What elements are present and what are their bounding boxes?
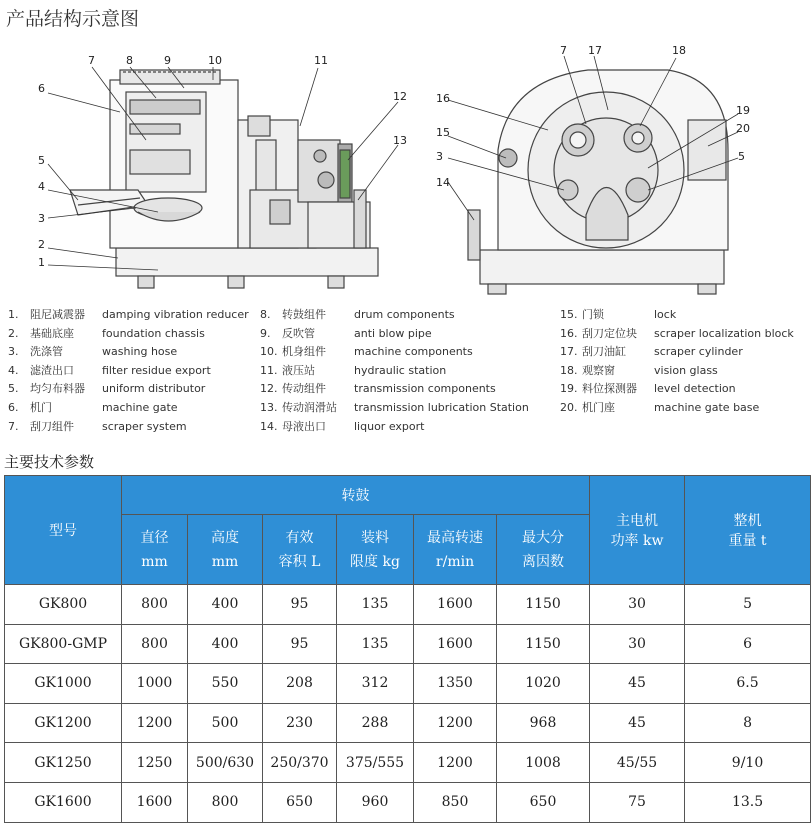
table-cell: 9/10 <box>685 743 811 783</box>
callout-12: 12 <box>393 90 407 103</box>
table-cell: GK800-GMP <box>5 624 122 664</box>
callout-6: 6 <box>38 82 45 95</box>
callout-11: 11 <box>314 54 328 67</box>
header-speed: 最高转速 r/min <box>414 515 497 585</box>
table-title: 主要技术参数 <box>4 453 95 471</box>
table-cell: 1600 <box>414 624 497 664</box>
table-cell: 1150 <box>497 585 590 625</box>
table-cell: 400 <box>188 624 263 664</box>
spec-table <box>4 475 811 823</box>
table-cell: 1020 <box>497 664 590 704</box>
table-cell: 1008 <box>497 743 590 783</box>
legend-item: 14. 母液出口 liquor export <box>260 419 425 433</box>
table-cell: 1200 <box>414 743 497 783</box>
table-cell: 95 <box>263 585 337 625</box>
table-cell: 1200 <box>122 703 188 743</box>
table-cell: 6 <box>685 624 811 664</box>
table-row <box>5 664 811 704</box>
legend-item: 5. 均匀布料器 uniform distributor <box>8 382 206 396</box>
callout-18: 18 <box>672 44 686 57</box>
legend-item: 18. 观察窗 vision glass <box>560 363 718 377</box>
callout-8: 8 <box>126 54 133 67</box>
table-cell: 650 <box>497 782 590 822</box>
callout-1: 1 <box>38 256 45 269</box>
legend-item: 9. 反吹管 anti blow pipe <box>260 326 432 340</box>
table-cell: 800 <box>122 585 188 625</box>
callout-14: 14 <box>436 176 450 189</box>
table-cell: 1200 <box>414 703 497 743</box>
legend-item: 2. 基础底座 foundation chassis <box>8 326 205 340</box>
table-cell: 800 <box>188 782 263 822</box>
section-title: 产品结构示意图 <box>6 8 140 30</box>
legend-item: 8. 转鼓组件 drum components <box>260 308 455 321</box>
table-cell: 13.5 <box>685 782 811 822</box>
table-row <box>5 585 811 625</box>
legend-item: 16. 刮刀定位块 scraper localization block <box>560 326 794 340</box>
table-cell: 288 <box>337 703 414 743</box>
legend-item: 1. 阻尼减震器 damping vibration reducer <box>8 308 249 321</box>
table-cell: GK1600 <box>5 782 122 822</box>
table-cell: 375/555 <box>337 743 414 783</box>
table-cell: GK1250 <box>5 743 122 783</box>
table-cell: 1000 <box>122 664 188 704</box>
table-cell: 400 <box>188 585 263 625</box>
table-cell: 312 <box>337 664 414 704</box>
legend-item: 12. 传动组件 transmission components <box>260 382 496 396</box>
header-motor: 主电机 功率 kw <box>590 476 685 585</box>
callout-4: 4 <box>38 180 45 193</box>
callout-13: 13 <box>393 134 407 147</box>
legend-item: 4. 滤渣出口 filter residue export <box>8 363 211 377</box>
callout-3: 3 <box>38 212 45 225</box>
callout-10: 10 <box>208 54 222 67</box>
callout-5-right: 5 <box>738 150 745 163</box>
table-cell: 850 <box>414 782 497 822</box>
table-cell: 968 <box>497 703 590 743</box>
callout-15: 15 <box>436 126 450 139</box>
callout-9: 9 <box>164 54 171 67</box>
table-cell: 1250 <box>122 743 188 783</box>
table-cell: 1600 <box>122 782 188 822</box>
header-diameter: 直径 mm <box>122 515 188 585</box>
table-cell: 95 <box>263 624 337 664</box>
table-cell: 135 <box>337 585 414 625</box>
table-cell: 1600 <box>414 585 497 625</box>
table-cell: 208 <box>263 664 337 704</box>
header-factor: 最大分 离因数 <box>497 515 590 585</box>
legend-col-2 <box>260 306 529 436</box>
table-cell: GK1200 <box>5 703 122 743</box>
callout-17: 17 <box>588 44 602 57</box>
table-cell: 45 <box>590 664 685 704</box>
callout-2: 2 <box>38 238 45 251</box>
table-cell: 8 <box>685 703 811 743</box>
legend-item: 17. 刮刀油缸 scraper cylinder <box>560 345 743 359</box>
header-model: 型号 <box>5 476 122 585</box>
table-cell: 230 <box>263 703 337 743</box>
legend-item: 19. 料位探测器 level detection <box>560 382 736 396</box>
table-row <box>5 743 811 783</box>
table-row <box>5 703 811 743</box>
table-cell: 6.5 <box>685 664 811 704</box>
legend-item: 20. 机门座 machine gate base <box>560 400 760 414</box>
table-cell: 1350 <box>414 664 497 704</box>
legend-item: 11. 液压站 hydraulic station <box>260 363 447 377</box>
structure-diagram <box>8 40 808 302</box>
table-cell: GK1000 <box>5 664 122 704</box>
legend-col-3 <box>560 306 794 418</box>
legend-item: 13. 传动润滑站 transmission lubrication Station <box>260 400 529 414</box>
callout-16: 16 <box>436 92 450 105</box>
table-cell: 800 <box>122 624 188 664</box>
callout-19: 19 <box>736 104 750 117</box>
table-cell: 500 <box>188 703 263 743</box>
legend-item: 7. 刮刀组件 scraper system <box>8 419 187 433</box>
table-cell: 650 <box>263 782 337 822</box>
legend-item: 10. 机身组件 machine components <box>260 345 473 359</box>
table-cell: 250/370 <box>263 743 337 783</box>
table-cell: 960 <box>337 782 414 822</box>
table-cell: 5 <box>685 585 811 625</box>
header-drum: 转鼓 <box>122 476 590 515</box>
table-cell: 1150 <box>497 624 590 664</box>
header-load: 装料 限度 kg <box>337 515 414 585</box>
table-cell: 45/55 <box>590 743 685 783</box>
table-cell: 45 <box>590 703 685 743</box>
callout-3-right: 3 <box>436 150 443 163</box>
legend-item: 6. 机门 machine gate <box>8 400 178 414</box>
parts-legend <box>8 306 808 436</box>
table-cell: 135 <box>337 624 414 664</box>
legend-col-1 <box>8 306 249 436</box>
legend-item: 15. 门锁 lock <box>560 308 677 321</box>
table-cell: 30 <box>590 585 685 625</box>
legend-item: 3. 洗涤管 washing hose <box>8 345 178 359</box>
table-cell: GK800 <box>5 585 122 625</box>
table-cell: 550 <box>188 664 263 704</box>
table-row <box>5 782 811 822</box>
diagram-svg <box>8 40 808 302</box>
header-height: 高度 mm <box>188 515 263 585</box>
callout-7-right: 7 <box>560 44 567 57</box>
header-weight: 整机 重量 t <box>685 476 811 585</box>
table-cell: 75 <box>590 782 685 822</box>
header-volume: 有效 容积 L <box>263 515 337 585</box>
table-cell: 30 <box>590 624 685 664</box>
callout-5: 5 <box>38 154 45 167</box>
callout-20: 20 <box>736 122 750 135</box>
table-cell: 500/630 <box>188 743 263 783</box>
callout-7: 7 <box>88 54 95 67</box>
table-row <box>5 624 811 664</box>
